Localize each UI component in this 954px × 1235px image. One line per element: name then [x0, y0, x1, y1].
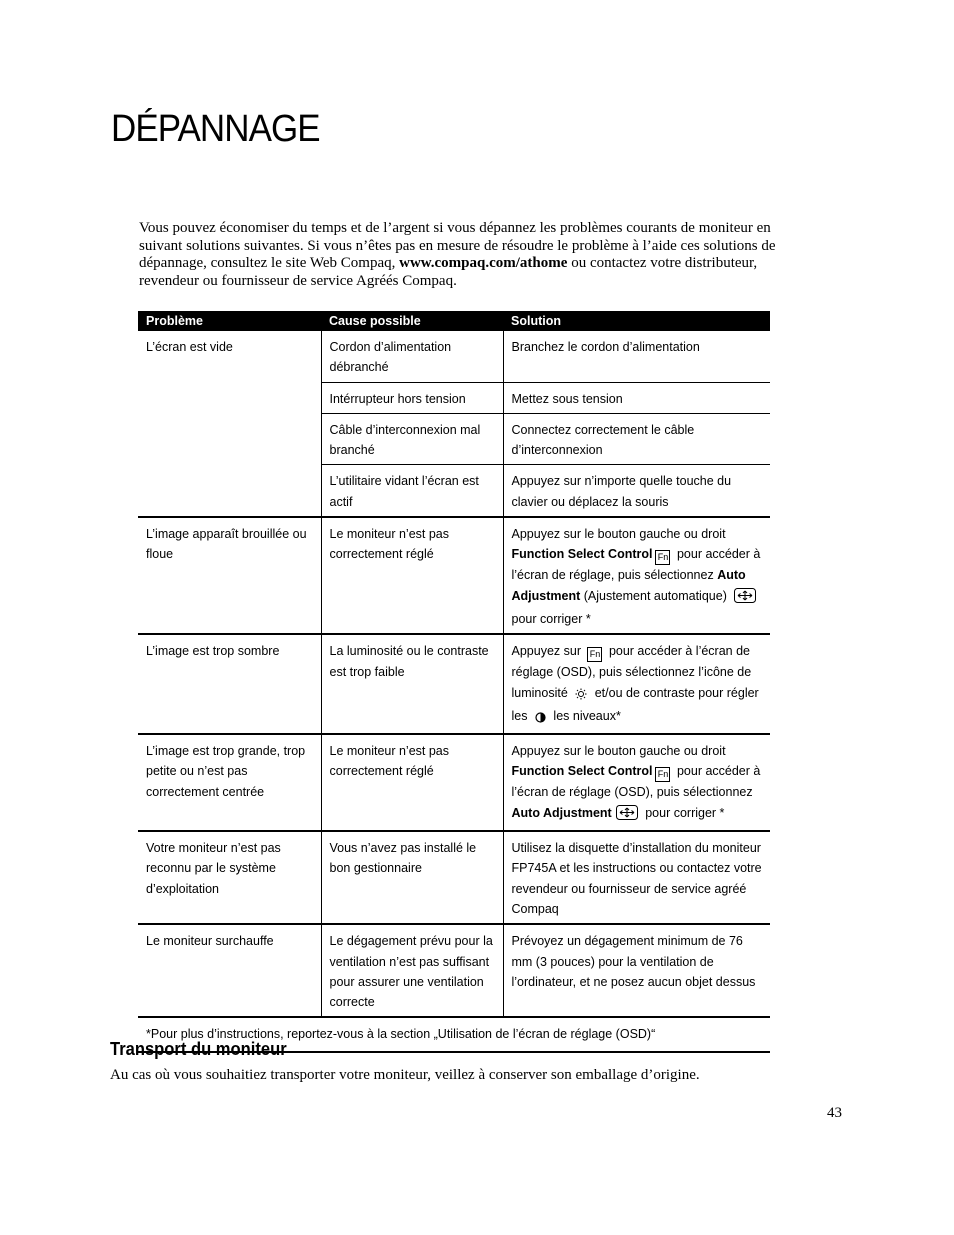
solution-cell: Appuyez sur le bouton gauche ou droit Function Select Control Fn pour accéder à l’écran de réglage, puis sélectionnez Auto Adjustment (Ajustement automatique) pour corriger *	[503, 517, 770, 634]
cause-cell: Le moniteur n’est pas correctement réglé	[321, 734, 503, 831]
troubleshooting-table	[138, 311, 770, 1053]
problem-cell: Le moniteur surchauffe	[138, 924, 321, 1017]
cause-cell: Le moniteur n’est pas correctement réglé	[321, 517, 503, 634]
solution-cell: Utilisez la disquette d’installation du moniteur FP745A et les instructions ou contactez votre revendeur ou fournisseur de service agréé Compaq	[503, 831, 770, 924]
intro-paragraph	[139, 220, 807, 290]
cause-cell: L’utilitaire vidant l’écran est actif	[321, 465, 503, 517]
cause-cell: Intérrupteur hors tension	[321, 382, 503, 413]
problem-cell: L’écran est vide	[138, 331, 321, 517]
compaq-url: www.compaq.com/athome	[399, 255, 568, 271]
header-cause: Cause possible	[321, 311, 503, 331]
solution-cell: Appuyez sur n’importe quelle touche du clavier ou déplacez la souris	[503, 465, 770, 517]
header-solution: Solution	[503, 311, 770, 331]
cause-cell: Câble d’interconnexion mal branché	[321, 413, 503, 465]
contrast-icon	[535, 709, 546, 729]
solution-cell: Branchez le cordon d’alimentation	[503, 331, 770, 382]
fn-key-icon: Fn	[655, 767, 670, 782]
solution-cell: Appuyez sur le bouton gauche ou droit Function Select Control Fn pour accéder à l’écran de réglage (OSD), puis sélectionnez Auto Adjustment pour corriger *	[503, 734, 770, 831]
section-text: Au cas où vous souhaitiez transporter votre moniteur, veillez à conserver son emballage d’origine.	[110, 1067, 700, 1083]
problem-cell: L’image apparaît brouillée ou floue	[138, 517, 321, 634]
problem-cell: L’image est trop grande, trop petite ou n’est pas correctement centrée	[138, 734, 321, 831]
table-header-row	[138, 311, 770, 331]
table-row	[138, 831, 770, 924]
solution-cell: Appuyez sur Fn pour accéder à l’écran de réglage (OSD), puis sélectionnez l’icône de luminosité et/ou de contraste pour régler les les niveaux*	[503, 634, 770, 734]
problem-cell: L’image est trop sombre	[138, 634, 321, 734]
cause-cell: Le dégagement prévu pour la ventilation n’est pas suffisant pour assurer une ventilation correcte	[321, 924, 503, 1017]
table-row	[138, 924, 770, 1017]
page-title: DÉPANNAGE	[111, 108, 320, 150]
table-row	[138, 634, 770, 734]
problem-cell: Votre moniteur n’est pas reconnu par le système d’exploitation	[138, 831, 321, 924]
solution-cell: Connectez correctement le câble d’interconnexion	[503, 413, 770, 465]
table-row	[138, 734, 770, 831]
brightness-icon	[575, 686, 587, 706]
intro-text-end: ou contactez votre distributeur, revendeur ou fournisseur de service Agréés Compaq.	[139, 255, 758, 289]
page-number: 43	[827, 1105, 842, 1121]
section-heading: Transport du moniteur	[110, 1039, 287, 1059]
cause-cell: La luminosité ou le contraste est trop faible	[321, 634, 503, 734]
auto-adjust-icon	[734, 588, 756, 609]
table-footnote: *Pour plus d’instructions, reportez-vous à la section „Utilisation de l’écran de réglage (OSD)“	[138, 1017, 770, 1051]
fn-key-icon: Fn	[587, 647, 602, 662]
solution-cell: Prévoyez un dégagement minimum de 76 mm (3 pouces) pour la ventilation de l’ordinateur, et ne posez aucun objet dessus	[503, 924, 770, 1017]
auto-adjust-icon	[616, 805, 638, 826]
cause-cell: Vous n’avez pas installé le bon gestionnaire	[321, 831, 503, 924]
header-problem: Problème	[138, 311, 321, 331]
table-row	[138, 517, 770, 634]
fn-key-icon: Fn	[655, 550, 670, 565]
solution-cell: Mettez sous tension	[503, 382, 770, 413]
table-row	[138, 331, 770, 382]
intro-text: Vous pouvez économiser du temps et de l’argent si vous dépannez les problèmes courants de moniteur en suivant solutions suivantes. Si vous n’êtes pas en mesure de résoudre le problème à l’aide ces solutions de dépannage, consultez le site Web Compaq,	[139, 220, 776, 271]
cause-cell: Cordon d’alimentation débranché	[321, 331, 503, 382]
